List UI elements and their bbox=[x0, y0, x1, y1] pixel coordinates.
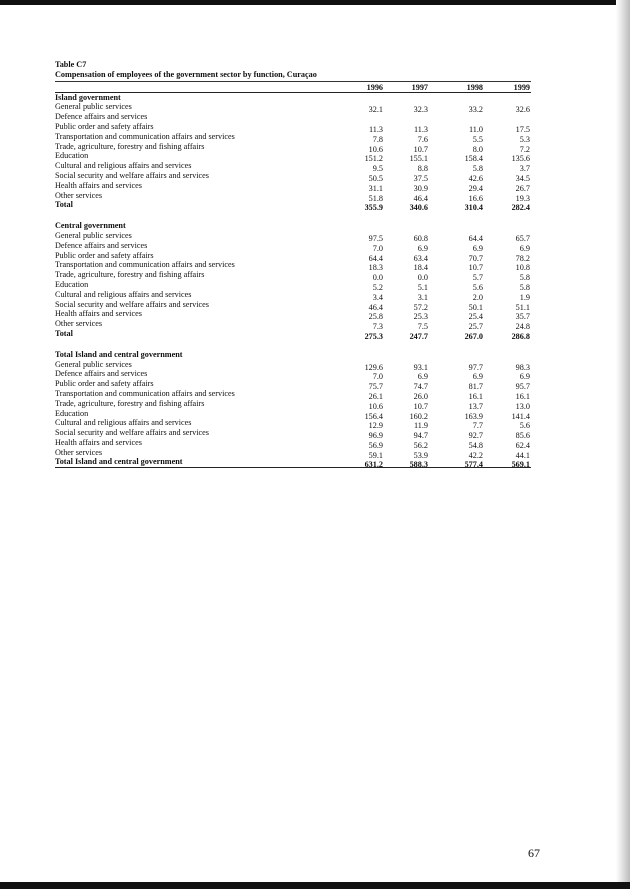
cell-value: 62.4 bbox=[515, 440, 530, 450]
cell-value: 163.9 bbox=[464, 411, 483, 421]
cell-value: 577.4 bbox=[464, 460, 483, 470]
row-label: General public services bbox=[55, 359, 132, 369]
cell-value: 37.5 bbox=[413, 173, 428, 183]
table-body bbox=[55, 93, 531, 469]
header-row bbox=[55, 82, 531, 93]
cell-value: 5.8 bbox=[519, 282, 530, 292]
row-label: Other services bbox=[55, 447, 103, 457]
row-label: Health affairs and services bbox=[55, 437, 142, 447]
cell-value: 56.9 bbox=[368, 440, 383, 450]
scan-bottom-border bbox=[0, 882, 630, 889]
cell-value: 50.5 bbox=[368, 173, 383, 183]
cell-value: 13.0 bbox=[515, 401, 530, 411]
row-label: Cultural and religious affairs and services bbox=[55, 289, 192, 299]
cell-value: 64.4 bbox=[368, 253, 383, 263]
cell-value: 50.1 bbox=[468, 302, 483, 312]
cell-value: 569.1 bbox=[511, 460, 530, 470]
cell-value: 6.9 bbox=[519, 372, 530, 382]
cell-value: 18.4 bbox=[413, 263, 428, 273]
cell-value: 30.9 bbox=[413, 183, 428, 193]
cell-value: 158.4 bbox=[464, 154, 483, 164]
row-label: Education bbox=[55, 151, 89, 161]
cell-value: 5.3 bbox=[519, 134, 530, 144]
cell-value: 63.4 bbox=[413, 253, 428, 263]
cell-value: 53.9 bbox=[413, 450, 428, 460]
cell-value: 10.8 bbox=[515, 263, 530, 273]
cell-value: 92.7 bbox=[468, 431, 483, 441]
cell-value: 3.4 bbox=[372, 292, 383, 302]
row-label: Transportation and communication affairs and services bbox=[55, 131, 235, 141]
cell-value: 8.0 bbox=[472, 144, 483, 154]
cell-value: 26.0 bbox=[413, 391, 428, 401]
section-heading: Island government bbox=[55, 92, 121, 102]
cell-value: 17.5 bbox=[515, 124, 530, 134]
cell-value: 16.6 bbox=[468, 193, 483, 203]
cell-value: 247.7 bbox=[409, 331, 428, 341]
cell-value bbox=[428, 115, 483, 125]
cell-value: 19.3 bbox=[515, 193, 530, 203]
cell-value: 29.4 bbox=[468, 183, 483, 193]
row-label: Total bbox=[55, 200, 73, 210]
cell-value: 96.9 bbox=[368, 431, 383, 441]
cell-value: 7.7 bbox=[472, 421, 483, 431]
cell-value: 12.9 bbox=[368, 421, 383, 431]
cell-value: 5.8 bbox=[472, 164, 483, 174]
cell-value: 8.8 bbox=[417, 164, 428, 174]
row-label: Defence affairs and services bbox=[55, 112, 148, 122]
cell-value: 51.1 bbox=[515, 302, 530, 312]
cell-value: 25.8 bbox=[368, 312, 383, 322]
year-header: 1999 bbox=[513, 82, 530, 92]
cell-value: 34.5 bbox=[515, 173, 530, 183]
row-label: Defence affairs and services bbox=[55, 240, 148, 250]
row-label: Trade, agriculture, forestry and fishing affairs bbox=[55, 141, 205, 151]
cell-value: 0.0 bbox=[417, 273, 428, 283]
cell-value: 64.4 bbox=[468, 233, 483, 243]
cell-value: 46.4 bbox=[368, 302, 383, 312]
cell-value: 56.2 bbox=[413, 440, 428, 450]
cell-value: 3.7 bbox=[519, 164, 530, 174]
cell-value: 7.8 bbox=[372, 134, 383, 144]
cell-value: 59.1 bbox=[368, 450, 383, 460]
cell-value: 35.7 bbox=[515, 312, 530, 322]
row-label: General public services bbox=[55, 102, 132, 112]
cell-value: 267.0 bbox=[464, 331, 483, 341]
scan-top-border bbox=[0, 0, 630, 5]
cell-value: 18.3 bbox=[368, 263, 383, 273]
cell-value: 32.3 bbox=[413, 105, 428, 115]
cell-value: 0.0 bbox=[372, 273, 383, 283]
cell-value: 57.2 bbox=[413, 302, 428, 312]
cell-value: 54.8 bbox=[468, 440, 483, 450]
cell-value: 6.9 bbox=[519, 243, 530, 253]
cell-value: 5.6 bbox=[519, 421, 530, 431]
cell-value: 42.2 bbox=[468, 450, 483, 460]
cell-value: 42.6 bbox=[468, 173, 483, 183]
cell-value: 141.4 bbox=[511, 411, 530, 421]
page-number: 67 bbox=[528, 846, 540, 860]
cell-value: 310.4 bbox=[464, 203, 483, 213]
cell-value: 10.6 bbox=[368, 144, 383, 154]
cell-value: 10.7 bbox=[413, 401, 428, 411]
section-heading-row bbox=[55, 350, 531, 360]
row-label: Social security and welfare affairs and services bbox=[55, 299, 209, 309]
cell-value: 13.7 bbox=[468, 401, 483, 411]
cell-value: 65.7 bbox=[515, 233, 530, 243]
cell-value: 3.1 bbox=[417, 292, 428, 302]
cell-value: 31.1 bbox=[368, 183, 383, 193]
section-heading-row bbox=[55, 221, 531, 231]
cell-value: 32.1 bbox=[368, 105, 383, 115]
cell-value: 97.5 bbox=[368, 233, 383, 243]
cell-value: 160.2 bbox=[409, 411, 428, 421]
cell-value: 10.7 bbox=[413, 144, 428, 154]
cell-value: 25.7 bbox=[468, 322, 483, 332]
cell-value: 129.6 bbox=[364, 362, 383, 372]
cell-value: 26.7 bbox=[515, 183, 530, 193]
row-label: General public services bbox=[55, 230, 132, 240]
cell-value: 7.6 bbox=[417, 134, 428, 144]
row-label: Transportation and communication affairs and services bbox=[55, 260, 235, 270]
cell-value: 7.0 bbox=[372, 243, 383, 253]
cell-value: 46.4 bbox=[413, 193, 428, 203]
cell-value: 6.9 bbox=[472, 372, 483, 382]
row-label: Other services bbox=[55, 190, 103, 200]
table-row bbox=[55, 360, 531, 370]
cell-value: 11.3 bbox=[413, 124, 428, 134]
cell-value: 5.6 bbox=[472, 282, 483, 292]
cell-value: 7.0 bbox=[372, 372, 383, 382]
table-row bbox=[55, 231, 531, 241]
cell-value: 97.7 bbox=[468, 362, 483, 372]
cell-value bbox=[325, 115, 383, 125]
cell-value: 94.7 bbox=[413, 431, 428, 441]
row-label: Education bbox=[55, 279, 89, 289]
cell-value: 5.8 bbox=[519, 273, 530, 283]
cell-value: 24.8 bbox=[515, 322, 530, 332]
cell-value: 6.9 bbox=[417, 243, 428, 253]
cell-value: 7.3 bbox=[372, 322, 383, 332]
cell-value: 10.7 bbox=[468, 263, 483, 273]
scan-right-edge bbox=[616, 0, 630, 889]
cell-value: 275.3 bbox=[364, 331, 383, 341]
row-label: Defence affairs and services bbox=[55, 369, 148, 379]
cell-value: 5.1 bbox=[417, 282, 428, 292]
cell-value: 5.2 bbox=[372, 282, 383, 292]
row-label: Public order and safety affairs bbox=[55, 379, 154, 389]
row-label: Social security and welfare affairs and services bbox=[55, 170, 209, 180]
year-header: 1997 bbox=[411, 82, 428, 92]
cell-value: 60.8 bbox=[413, 233, 428, 243]
cell-value: 32.6 bbox=[515, 105, 530, 115]
cell-value: 85.6 bbox=[515, 431, 530, 441]
cell-value: 51.8 bbox=[368, 193, 383, 203]
cell-value: 6.9 bbox=[417, 372, 428, 382]
cell-value: 7.5 bbox=[417, 322, 428, 332]
cell-value bbox=[483, 115, 530, 125]
cell-value: 16.1 bbox=[515, 391, 530, 401]
cell-value: 74.7 bbox=[413, 382, 428, 392]
cell-value: 340.6 bbox=[409, 203, 428, 213]
cell-value bbox=[383, 115, 428, 125]
cell-value: 16.1 bbox=[468, 391, 483, 401]
cell-value: 95.7 bbox=[515, 382, 530, 392]
row-label: Social security and welfare affairs and services bbox=[55, 428, 209, 438]
row-label: Education bbox=[55, 408, 89, 418]
row-label: Total bbox=[55, 328, 73, 338]
cell-value: 11.9 bbox=[413, 421, 428, 431]
row-label: Health affairs and services bbox=[55, 309, 142, 319]
row-label: Other services bbox=[55, 319, 103, 329]
row-label: Transportation and communication affairs and services bbox=[55, 388, 235, 398]
cell-value: 5.7 bbox=[472, 273, 483, 283]
row-label: Public order and safety affairs bbox=[55, 121, 154, 131]
cell-value: 355.9 bbox=[364, 203, 383, 213]
cell-value: 10.6 bbox=[368, 401, 383, 411]
row-label: Health affairs and services bbox=[55, 180, 142, 190]
cell-value: 25.4 bbox=[468, 312, 483, 322]
cell-value: 70.7 bbox=[468, 253, 483, 263]
table-title: Compensation of employees of the government sector by function, Curaçao bbox=[55, 70, 531, 82]
section-heading-row bbox=[55, 93, 531, 103]
cell-value: 33.2 bbox=[468, 105, 483, 115]
section-heading: Total Island and central government bbox=[55, 349, 183, 359]
cell-value: 11.3 bbox=[368, 124, 383, 134]
row-label: Public order and safety affairs bbox=[55, 250, 154, 260]
cell-value: 6.9 bbox=[472, 243, 483, 253]
row-label: Trade, agriculture, forestry and fishing affairs bbox=[55, 270, 205, 280]
year-header: 1996 bbox=[366, 82, 383, 92]
cell-value: 78.2 bbox=[515, 253, 530, 263]
section-heading: Central government bbox=[55, 221, 126, 231]
cell-value: 98.3 bbox=[515, 362, 530, 372]
table-c7 bbox=[55, 60, 531, 468]
row-label: Trade, agriculture, forestry and fishing affairs bbox=[55, 398, 205, 408]
cell-value: 135.6 bbox=[511, 154, 530, 164]
cell-value: 44.1 bbox=[515, 450, 530, 460]
table-row bbox=[55, 102, 531, 115]
row-label: Cultural and religious affairs and services bbox=[55, 418, 192, 428]
cell-value: 588.3 bbox=[409, 460, 428, 470]
table-id: Table C7 bbox=[55, 60, 87, 69]
cell-value: 631.2 bbox=[364, 460, 383, 470]
cell-value: 286.8 bbox=[511, 331, 530, 341]
row-label: Total Island and central government bbox=[55, 457, 183, 467]
cell-value: 2.0 bbox=[472, 292, 483, 302]
cell-value: 81.7 bbox=[468, 382, 483, 392]
cell-value: 1.9 bbox=[519, 292, 530, 302]
row-label: Cultural and religious affairs and services bbox=[55, 161, 192, 171]
cell-value: 156.4 bbox=[364, 411, 383, 421]
cell-value: 5.5 bbox=[472, 134, 483, 144]
cell-value: 151.2 bbox=[364, 154, 383, 164]
cell-value: 11.0 bbox=[468, 124, 483, 134]
cell-value: 93.1 bbox=[413, 362, 428, 372]
cell-value: 155.1 bbox=[409, 154, 428, 164]
cell-value: 26.1 bbox=[368, 391, 383, 401]
year-header: 1998 bbox=[466, 82, 483, 92]
cell-value: 9.5 bbox=[372, 164, 383, 174]
cell-value: 25.3 bbox=[413, 312, 428, 322]
cell-value: 7.2 bbox=[519, 144, 530, 154]
cell-value: 75.7 bbox=[368, 382, 383, 392]
cell-value: 282.4 bbox=[511, 203, 530, 213]
